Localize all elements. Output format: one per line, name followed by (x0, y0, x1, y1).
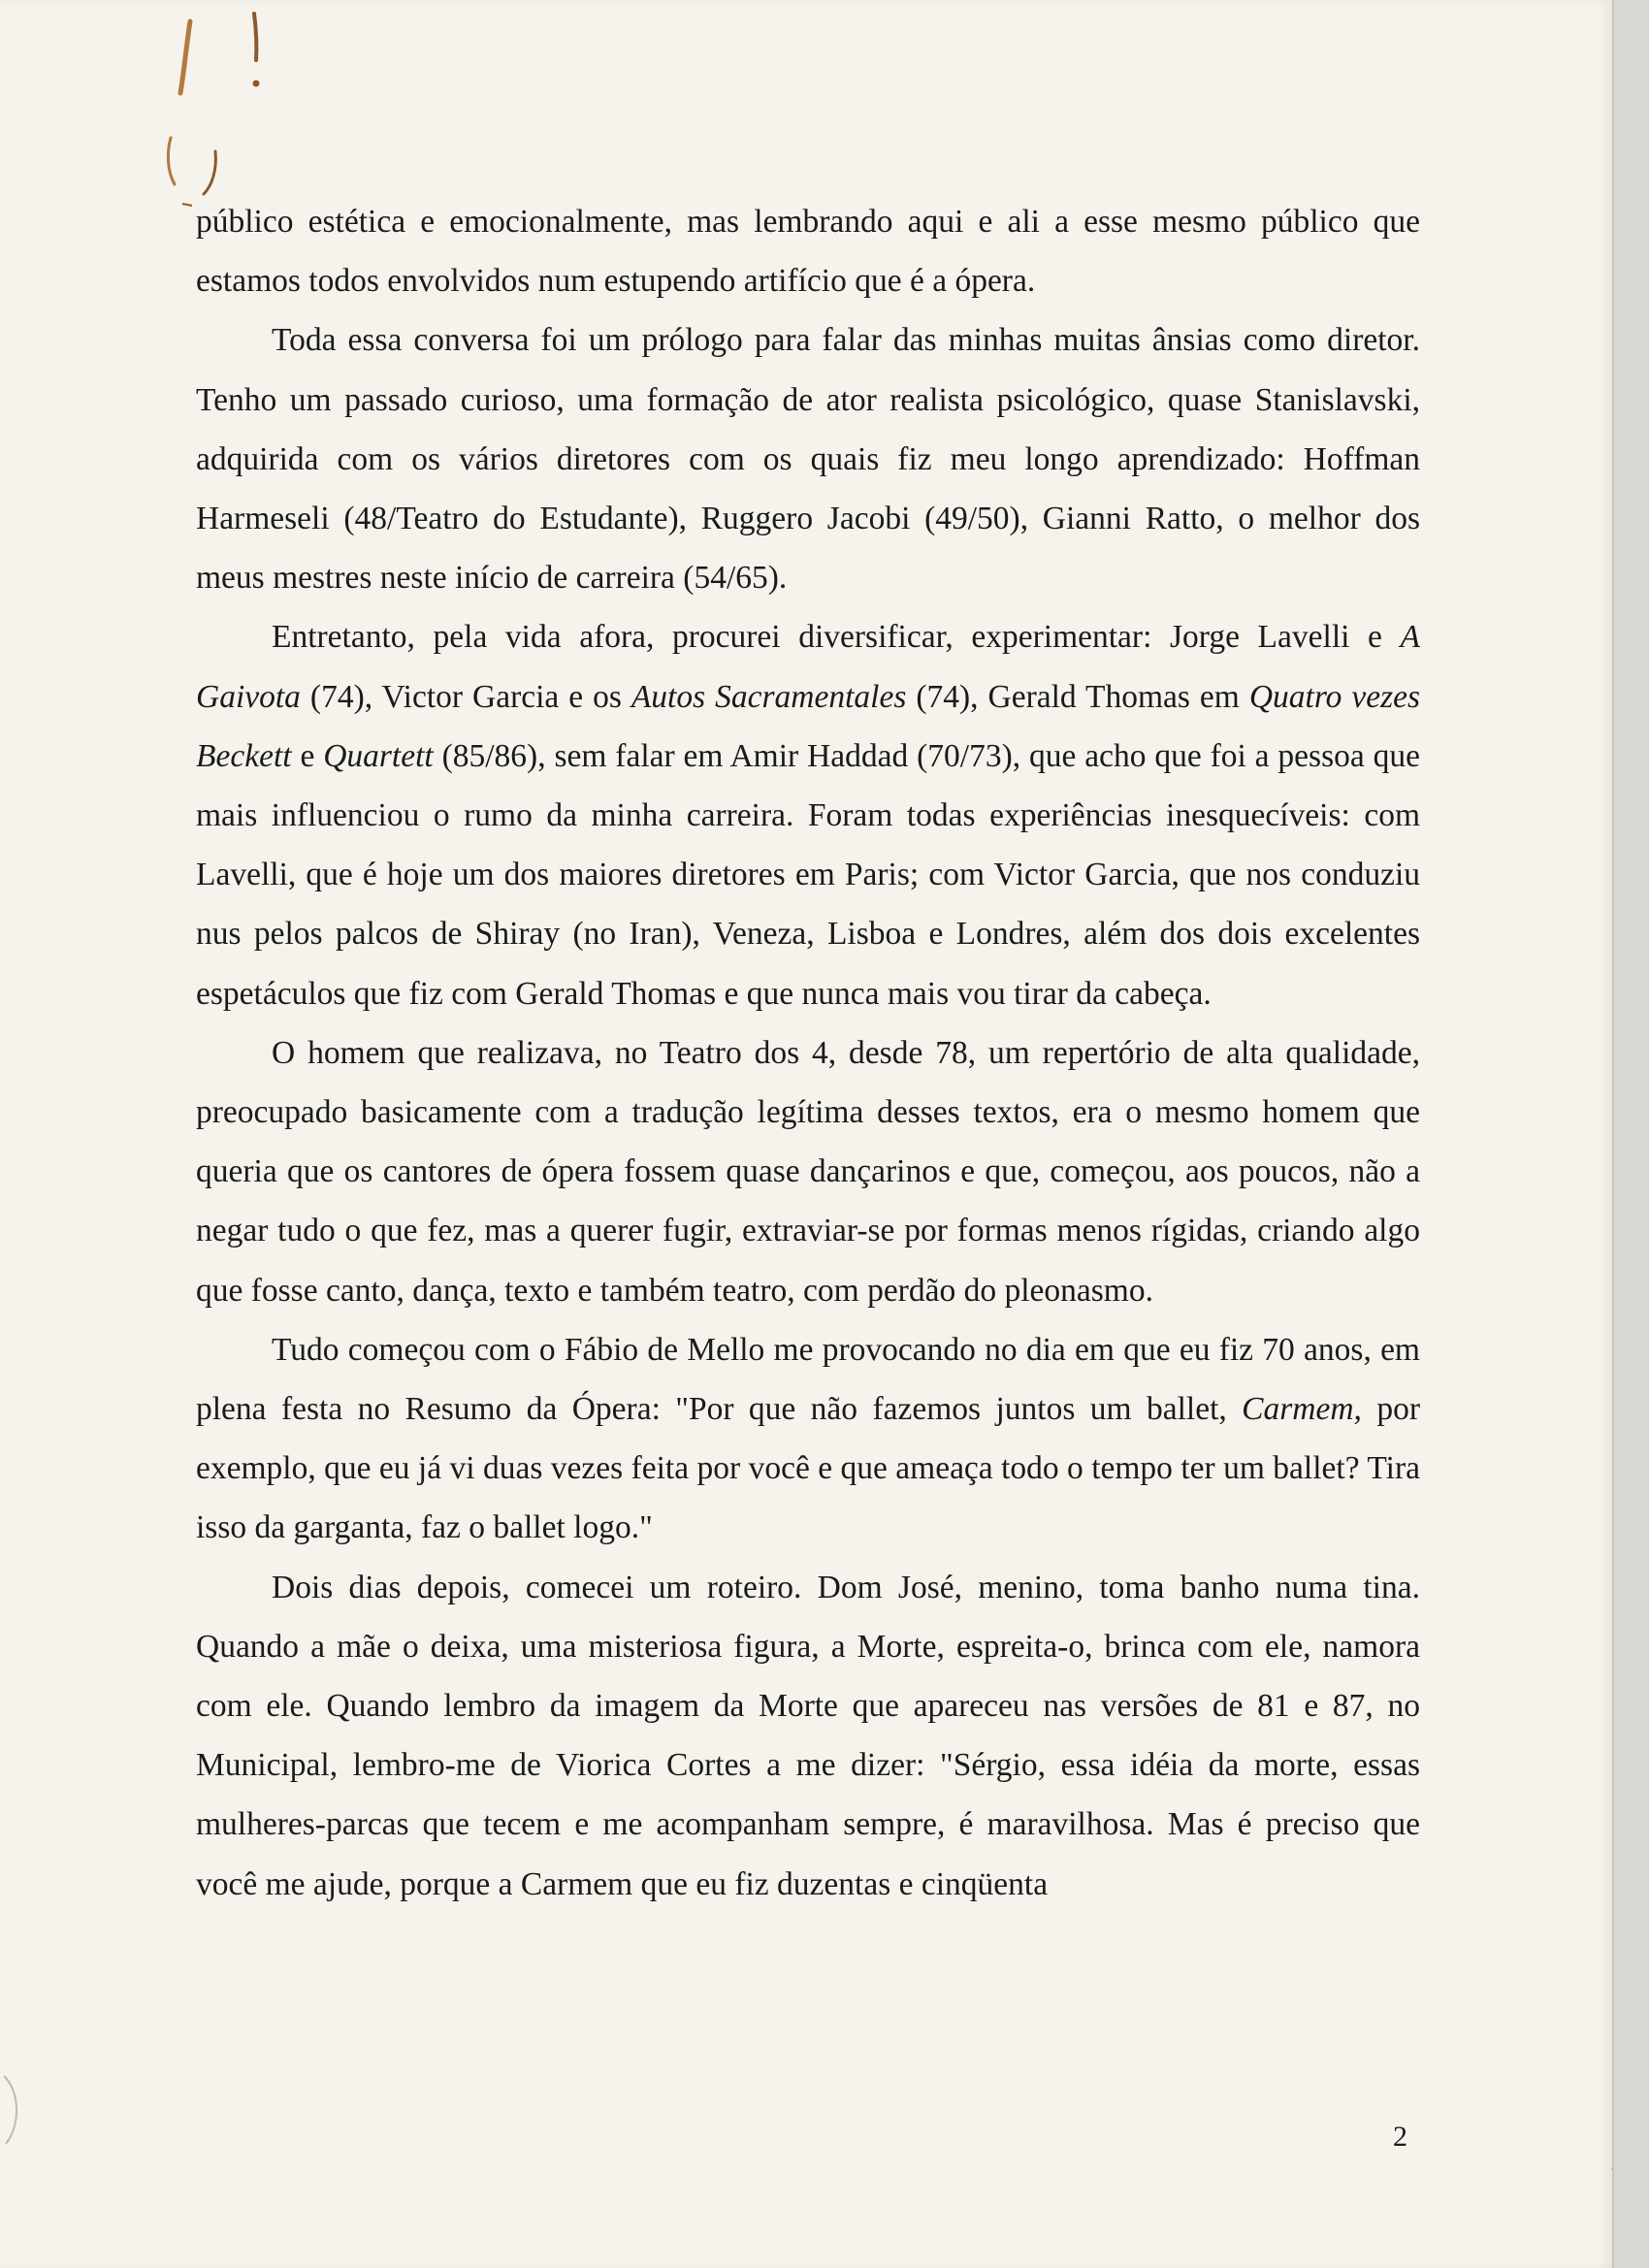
work-title: Quatro vezes Beckett (196, 678, 1421, 774)
work-title: Quartett (323, 737, 434, 774)
paragraph: Dois dias depois, comecei um roteiro. Dom José, menino, toma banho numa tina. Quando a mãe o deixa, uma misteriosa figura, a Morte, espreita-o, brinca com ele, namora com ele. Quando lembro da imagem da Morte que apareceu nas versões de 81 e 87, no Municipal, lembro-me de Viorica Cortes a me dizer: "Sérgio, essa idéia da morte, essas mulheres-parcas que tecem e me acompanham sempre, é maravilhosa. Mas é preciso que você me ajude, porque a Carmem que eu fiz duzentas e cinqüenta (196, 1569, 1420, 1902)
page-number: 2 (1393, 2121, 1407, 2153)
work-title: A Gaivota (196, 619, 1420, 715)
paragraph: Entretanto, pela vida afora, procurei diversificar, experimentar: Jorge Lavelli e A Gaivota (74), Victor Garcia e os Autos Sacramentales (74), Gerald Thomas em Quatro vezes Beckett e Quartett (85/86), sem falar em Amir Haddad (70/73), que acho que foi a pessoa que mais influenciou o rumo da minha carreira. Foram todas experiências inesquecíveis: com Lavelli, que é hoje um dos maiores diretores em Paris; com Victor Garcia, que nos conduziu nus pelos palcos de Shiray (no Iran), Veneza, Lisboa e Londres, além dos dois excelentes espetáculos que fiz com Gerald Thomas e que nunca mais vou tirar da cabeça. (196, 619, 1421, 1012)
body-text (196, 192, 1420, 1914)
paragraph: Tudo começou com o Fábio de Mello me provocando no dia em que eu fiz 70 anos, em plena festa no Resumo da Ópera: "Por que não fazemos juntos um ballet, Carmem, por exemplo, que eu já vi duas vezes feita por você e que ameaça todo o tempo ter um ballet? Tira isso da garganta, faz o ballet logo." (196, 1331, 1420, 1546)
paragraph: Toda essa conversa foi um prólogo para falar das minhas muitas ânsias como diretor. Tenho um passado curioso, uma formação de ator realista psicológico, quase Stanislavski, adquirida com os vários diretores com os quais fiz meu longo aprendizado: Hoffman Harmeseli (48/Teatro do Estudante), Ruggero Jacobi (49/50), Gianni Ratto, o melhor dos meus mestres neste início de carreira (54/65). (196, 322, 1420, 597)
work-title: Autos Sacramentales (630, 678, 907, 715)
paragraph: O homem que realizava, no Teatro dos 4, desde 78, um repertório de alta qualidade, preocupado basicamente com a tradução legítima desses textos, era o mesmo homem que queria que os cantores de ópera fossem quase dançarinos e que, começou, aos poucos, não a negar tudo o que fez, mas a querer fugir, extraviar-se por formas menos rígidas, criando algo que fosse canto, dança, texto e também teatro, com perdão do pleonasmo. (196, 1034, 1420, 1309)
work-title: Carmem, (1242, 1391, 1362, 1428)
paragraph: público estética e emocionalmente, mas lembrando aqui e ali a esse mesmo público que estamos todos envolvidos num estupendo artifício que é a ópera. (196, 204, 1420, 300)
